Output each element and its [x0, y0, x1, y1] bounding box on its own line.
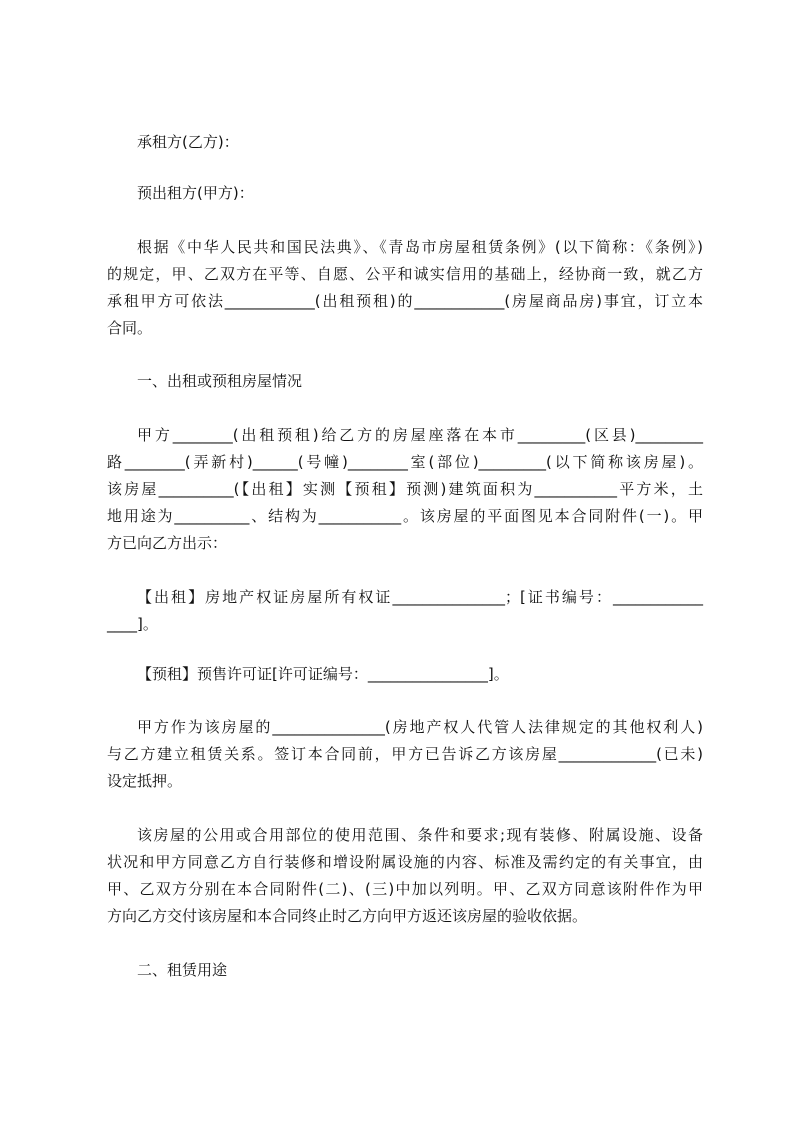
paragraph-line: 合同。: [107, 319, 153, 337]
presale-certificate-line: 【预租】预售许可证[许可证编号：________________]。: [137, 665, 509, 683]
paragraph-line: ____]。: [107, 615, 158, 633]
paragraph-line: 【出租】房地产权证房屋所有权证_______________；[证书编号：____________: [137, 588, 703, 606]
paragraph-line: 的规定，甲、乙双方在平等、自愿、公平和诚实信用的基础上，经协商一致，就乙方: [107, 265, 703, 283]
paragraph-line: 与乙方建立租赁关系。签订本合同前，甲方已告诉乙方该房屋_____________(已未): [107, 745, 703, 763]
lessor-label: 预出租方(甲方)：: [137, 184, 254, 202]
paragraph-line: 该房屋__________(【出租】实测【预租】预测)建筑面积为___________平方米，土: [107, 480, 703, 498]
paragraph-line: 状况和甲方同意乙方自行装修和增设附属设施的内容、标准及需约定的有关事宜，由: [107, 853, 703, 871]
section-heading: 二、租赁用途: [137, 961, 228, 979]
paragraph-line: 该房屋的公用或合用部位的使用范围、条件和要求;现有装修、附属设施、设备: [137, 826, 703, 844]
paragraph-line: 甲方________(出租预租)给乙方的房屋座落在本市_________(区县)_________: [137, 426, 703, 444]
paragraph-line: 方向乙方交付该房屋和本合同终止时乙方向甲方返还该房屋的验收依据。: [107, 907, 588, 925]
paragraph-line: 甲、乙双方分别在本合同附件(二)、(三)中加以列明。甲、乙双方同意该附件作为甲: [107, 880, 703, 898]
paragraph-line: 根据《中华人民共和国民法典》、《青岛市房屋租赁条例》(以下简称：《条例》): [137, 238, 703, 256]
lessee-label: 承租方(乙方)：: [137, 133, 239, 151]
paragraph-line: 设定抵押。: [107, 772, 183, 790]
section-heading: 一、出租或预租房屋情况: [137, 372, 303, 390]
paragraph-line: 承租甲方可依法____________(出租预租)的____________(房屋商品房)事宜，订立本: [107, 292, 703, 310]
paragraph-line: 路________(弄新村)______(号幢)________室(部位)_________(以下简称该房屋)。: [107, 453, 703, 471]
paragraph-line: 地用途为__________、结构为___________。该房屋的平面图见本合同附件(一)。甲: [107, 507, 703, 525]
paragraph-line: 甲方作为该房屋的_______________(房地产权人代管人法律规定的其他权利人): [137, 718, 703, 736]
paragraph-line: 方已向乙方出示：: [107, 534, 228, 552]
